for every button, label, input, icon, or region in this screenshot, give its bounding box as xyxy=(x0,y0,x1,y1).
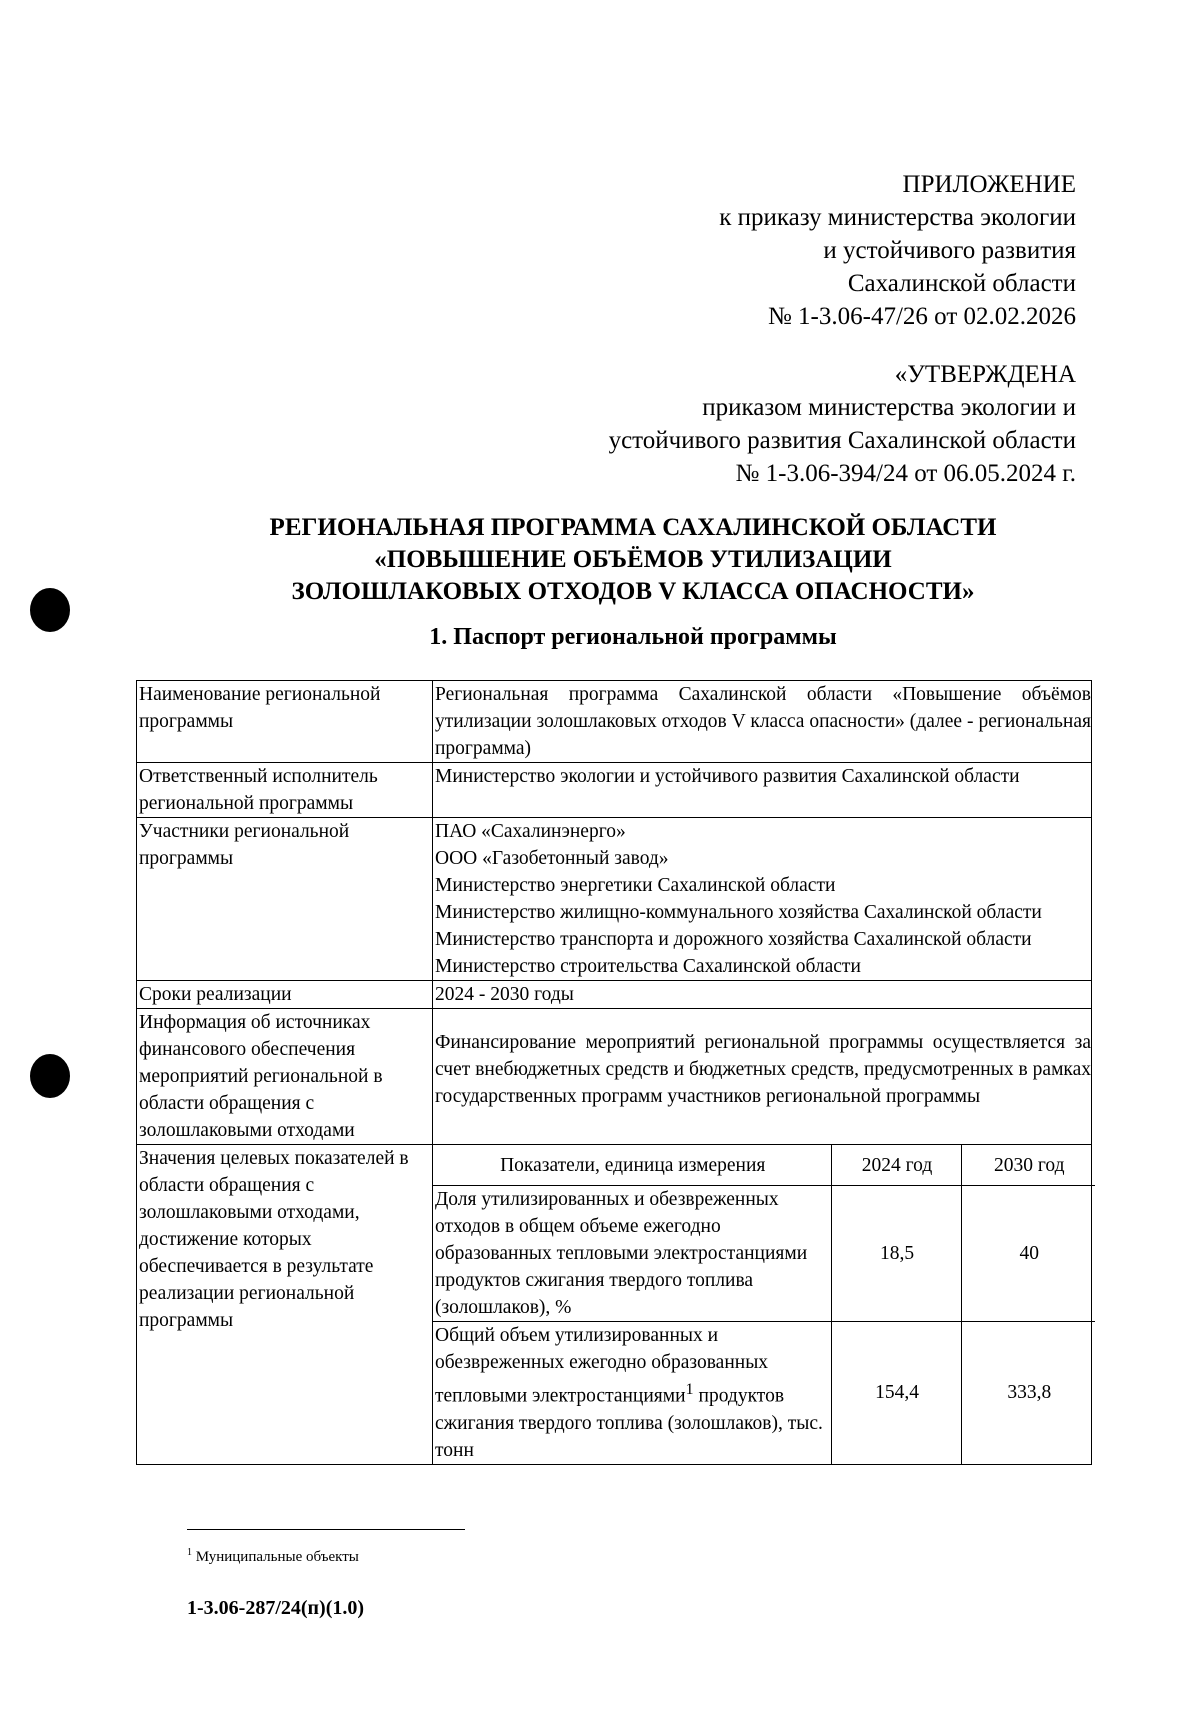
indicator-name-part: продуктов сжигания твердого топлива (золошлаков), тыс. тонн xyxy=(435,1385,823,1461)
table-row xyxy=(137,1009,1092,1145)
document-id: 1-3.06-287/24(п)(1.0) xyxy=(187,1597,365,1619)
row-value: Региональная программа Сахалинской области «Повышение объёмов утилизации золошлаковых отходов V класса опасности» (далее - региональная программа) xyxy=(433,681,1092,763)
row-label: Участники региональной программы xyxy=(137,818,433,981)
indicator-row xyxy=(433,1322,1095,1464)
appendix-line: к приказу министерства экологии xyxy=(719,204,1076,231)
indicators-table xyxy=(433,1145,1095,1464)
row-label: Ответственный исполнитель региональной программы xyxy=(137,763,433,818)
participants-list xyxy=(433,818,1092,981)
approval-line: «УТВЕРЖДЕНА xyxy=(894,361,1076,388)
footnote-mark: 1 xyxy=(685,1380,694,1398)
approval-line: № 1-3.06-394/24 от 06.05.2024 г. xyxy=(735,460,1076,487)
indicator-value-2030: 333,8 xyxy=(961,1322,1095,1464)
appendix-line: ПРИЛОЖЕНИЕ xyxy=(902,171,1076,198)
indicator-name xyxy=(433,1322,831,1464)
row-value: Министерство экологии и устойчивого развития Сахалинской области xyxy=(433,763,1092,818)
appendix-line: и устойчивого развития xyxy=(823,237,1076,264)
row-label: Сроки реализации xyxy=(137,981,433,1009)
footnote-mark: 1 xyxy=(187,1547,192,1558)
column-header: Показатели, единица измерения xyxy=(433,1145,831,1186)
appendix-block xyxy=(719,168,1076,333)
table-row xyxy=(137,1145,1092,1465)
table-row xyxy=(137,763,1092,818)
column-header: 2024 год xyxy=(831,1145,961,1186)
title-line: «ПОВЫШЕНИЕ ОБЪЁМОВ УТИЛИЗАЦИИ xyxy=(374,546,892,573)
participant-item: ООО «Газобетонный завод» xyxy=(435,848,669,869)
passport-table xyxy=(136,680,1092,1465)
title-line: ЗОЛОШЛАКОВЫХ ОТХОДОВ V КЛАССА ОПАСНОСТИ» xyxy=(291,578,975,605)
indicators-cell xyxy=(433,1145,1092,1465)
participant-item: Министерство транспорта и дорожного хозяйства Сахалинской области xyxy=(435,929,1032,950)
appendix-line: № 1-3.06-47/26 от 02.02.2026 xyxy=(767,303,1076,330)
column-header: 2030 год xyxy=(961,1145,1095,1186)
footnote xyxy=(187,1543,359,1567)
row-label: Наименование региональной программы xyxy=(137,681,433,763)
title-line: РЕГИОНАЛЬНАЯ ПРОГРАММА САХАЛИНСКОЙ ОБЛАСТИ xyxy=(269,514,997,541)
row-label: Информация об источниках финансового обеспечения мероприятий региональной в области обращения с золошлаковыми отходами xyxy=(137,1009,433,1145)
participant-item: Министерство жилищно-коммунального хозяйства Сахалинской области xyxy=(435,902,1042,923)
table-row xyxy=(137,681,1092,763)
program-title xyxy=(0,512,1200,608)
section-heading: 1. Паспорт региональной программы xyxy=(429,624,837,650)
indicator-value-2024: 18,5 xyxy=(831,1186,961,1322)
table-row xyxy=(137,818,1092,981)
indicator-name: Доля утилизированных и обезвреженных отходов в общем объеме ежегодно образованных тепловыми электростанциями продуктов сжигания твердого топлива (золошлаков), % xyxy=(433,1186,831,1322)
indicators-header-row xyxy=(433,1145,1095,1186)
indicator-name-part: Общий объем утилизированных и обезвреженных ежегодно образованных тепловыми электростанциями xyxy=(435,1325,769,1407)
footnote-separator xyxy=(187,1529,465,1530)
indicator-value-2030: 40 xyxy=(961,1186,1095,1322)
approval-line: устойчивого развития Сахалинской области xyxy=(608,427,1076,454)
row-label: Значения целевых показателей в области обращения с золошлаковыми отходами, достижение которых обеспечивается в результате реализации региональной программы xyxy=(137,1145,433,1465)
indicator-value-2024: 154,4 xyxy=(831,1322,961,1464)
table-row xyxy=(137,981,1092,1009)
approval-block xyxy=(609,358,1076,490)
appendix-line: Сахалинской области xyxy=(847,270,1076,297)
participant-item: Министерство строительства Сахалинской области xyxy=(435,956,861,977)
participant-item: ПАО «Сахалинэнерго» xyxy=(435,821,626,842)
approval-line: приказом министерства экологии и xyxy=(702,394,1076,421)
punch-hole-mark xyxy=(30,1054,70,1098)
indicator-row xyxy=(433,1186,1095,1322)
participant-item: Министерство энергетики Сахалинской области xyxy=(435,875,836,896)
row-value: Финансирование мероприятий региональной программы осуществляется за счет внебюджетных средств и бюджетных средств, предусмотренных в рамках государственных программ участников региональной программы xyxy=(433,1009,1092,1145)
row-value: 2024 - 2030 годы xyxy=(433,981,1092,1009)
footnote-text: Муниципальные объекты xyxy=(192,1549,359,1565)
